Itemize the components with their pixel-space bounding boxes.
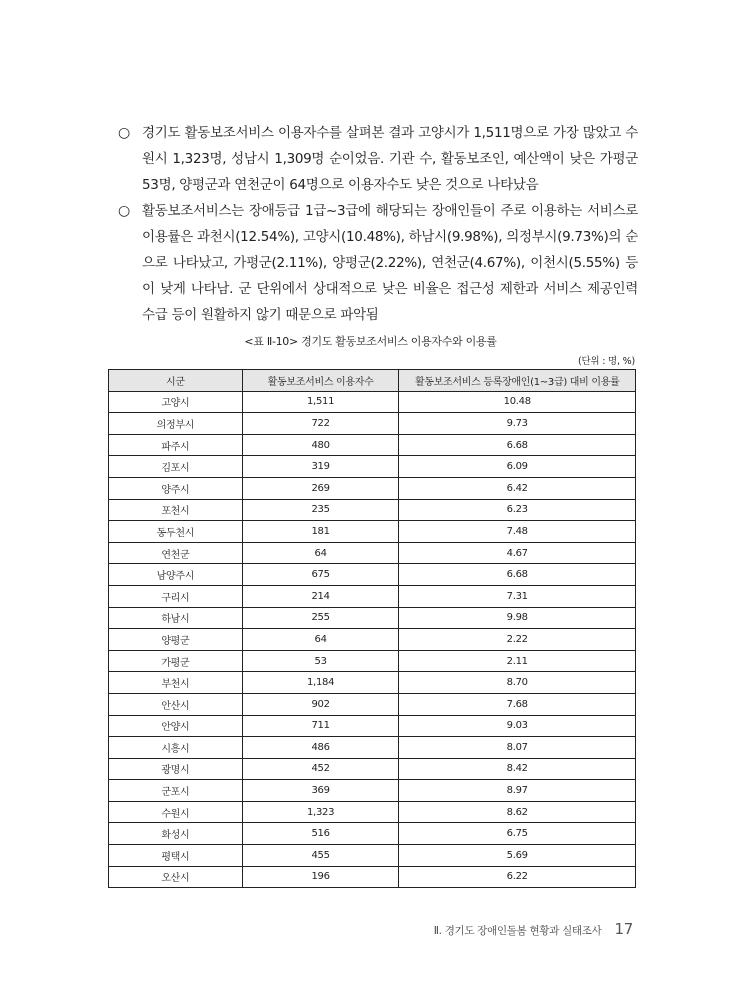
table-row [109,758,636,780]
cell-usage-rate: 5.69 [399,845,636,867]
table-row [109,715,636,737]
cell-usage-rate: 9.03 [399,715,636,737]
cell-region: 평택시 [109,845,243,867]
cell-user-count: 53 [242,650,399,672]
cell-user-count: 486 [242,737,399,759]
data-table [108,369,636,888]
cell-usage-rate: 8.97 [399,780,636,802]
cell-user-count: 64 [242,542,399,564]
cell-usage-rate: 9.73 [399,413,636,435]
cell-usage-rate: 6.68 [399,434,636,456]
table-row [109,823,636,845]
cell-region: 군포시 [109,780,243,802]
cell-usage-rate: 8.70 [399,672,636,694]
cell-usage-rate: 7.31 [399,585,636,607]
header-user-count: 활동보조서비스 이용자수 [242,370,399,392]
cell-user-count: 902 [242,693,399,715]
cell-usage-rate: 6.09 [399,456,636,478]
cell-user-count: 214 [242,585,399,607]
cell-region: 연천군 [109,542,243,564]
cell-usage-rate: 7.68 [399,693,636,715]
cell-user-count: 1,323 [242,801,399,823]
cell-user-count: 196 [242,866,399,888]
cell-user-count: 480 [242,434,399,456]
header-region: 시군 [109,370,243,392]
cell-usage-rate: 9.98 [399,607,636,629]
table-row [109,845,636,867]
page-footer [434,920,633,938]
header-usage-rate: 활동보조서비스 등록장애인(1~3급) 대비 이용률 [399,370,636,392]
table-row [109,564,636,586]
cell-usage-rate: 8.62 [399,801,636,823]
cell-region: 의정부시 [109,413,243,435]
cell-region: 포천시 [109,499,243,521]
table-row [109,607,636,629]
cell-region: 수원시 [109,801,243,823]
cell-user-count: 516 [242,823,399,845]
cell-region: 안양시 [109,715,243,737]
cell-usage-rate: 6.75 [399,823,636,845]
paragraph-text: 활동보조서비스는 장애등급 1급~3급에 해당되는 장애인들이 주로 이용하는 서비스로 이용률은 과천시(12.54%), 고양시(10.48%), 하남시(9.98%), 의정부시(9.73%)의 순으로 나타났고, 가평군(2.11%), 양평군(2.22%), 연천군(4.67%), 이천시(5.55%) 등이 낮게 나타남. 군 단위에서 상대적으로 낮은 비율은 접근성 제한과 서비스 제공인력 수급 등이 원활하지 않기 때문으로 파악됨 [142,203,638,323]
cell-usage-rate: 4.67 [399,542,636,564]
table-row [109,801,636,823]
table-row [109,434,636,456]
table-row [109,499,636,521]
table-row [109,585,636,607]
table-body [109,391,636,888]
bullet-circle: ○ [118,203,130,219]
table-row [109,521,636,543]
table-row [109,413,636,435]
cell-user-count: 1,184 [242,672,399,694]
table-row [109,629,636,651]
cell-user-count: 235 [242,499,399,521]
cell-user-count: 675 [242,564,399,586]
footer-chapter: Ⅱ. 경기도 장애인돌봄 현황과 실태조사 [433,925,602,937]
cell-region: 동두천시 [109,521,243,543]
cell-region: 안산시 [109,693,243,715]
table-unit: (단위 : 명, %) [577,356,635,367]
cell-user-count: 181 [242,521,399,543]
cell-user-count: 369 [242,780,399,802]
cell-region: 양평군 [109,629,243,651]
cell-usage-rate: 2.22 [399,629,636,651]
table-row [109,693,636,715]
cell-user-count: 455 [242,845,399,867]
table-header-row [109,370,636,392]
cell-region: 김포시 [109,456,243,478]
table-row [109,672,636,694]
cell-user-count: 319 [242,456,399,478]
cell-region: 남양주시 [109,564,243,586]
cell-region: 시흥시 [109,737,243,759]
page-number: 17 [614,920,633,938]
cell-usage-rate: 6.68 [399,564,636,586]
cell-region: 화성시 [109,823,243,845]
bullet-circle: ○ [118,125,130,141]
table-row [109,650,636,672]
cell-usage-rate: 6.42 [399,477,636,499]
cell-usage-rate: 2.11 [399,650,636,672]
paragraph-text: 경기도 활동보조서비스 이용자수를 살펴본 결과 고양시가 1,511명으로 가장 많았고 수원시 1,323명, 성남시 1,309명 순이었음. 기관 수, 활동보조인, 예산액이 낮은 가평군 53명, 양평군과 연천군이 64명으로 이용자수도 낮은 것으로 나타났음 [142,125,638,193]
cell-usage-rate: 6.22 [399,866,636,888]
table-row [109,866,636,888]
cell-region: 부천시 [109,672,243,694]
cell-usage-rate: 8.07 [399,737,636,759]
cell-user-count: 711 [242,715,399,737]
cell-usage-rate: 10.48 [399,391,636,413]
table-caption: <표 Ⅱ-10> 경기도 활동보조서비스 이용자수와 이용률 [244,335,497,348]
cell-user-count: 269 [242,477,399,499]
table-row [109,542,636,564]
cell-region: 하남시 [109,607,243,629]
table-row [109,737,636,759]
table-row [109,456,636,478]
cell-user-count: 64 [242,629,399,651]
cell-region: 고양시 [109,391,243,413]
cell-region: 파주시 [109,434,243,456]
cell-user-count: 1,511 [242,391,399,413]
cell-user-count: 722 [242,413,399,435]
paragraph-2 [118,198,638,328]
cell-region: 가평군 [109,650,243,672]
cell-usage-rate: 7.48 [399,521,636,543]
table-row [109,477,636,499]
cell-usage-rate: 8.42 [399,758,636,780]
cell-region: 오산시 [109,866,243,888]
cell-user-count: 452 [242,758,399,780]
paragraph-1 [118,120,638,198]
table-row [109,391,636,413]
cell-user-count: 255 [242,607,399,629]
cell-usage-rate: 6.23 [399,499,636,521]
cell-region: 양주시 [109,477,243,499]
cell-region: 광명시 [109,758,243,780]
cell-region: 구리시 [109,585,243,607]
table-row [109,780,636,802]
